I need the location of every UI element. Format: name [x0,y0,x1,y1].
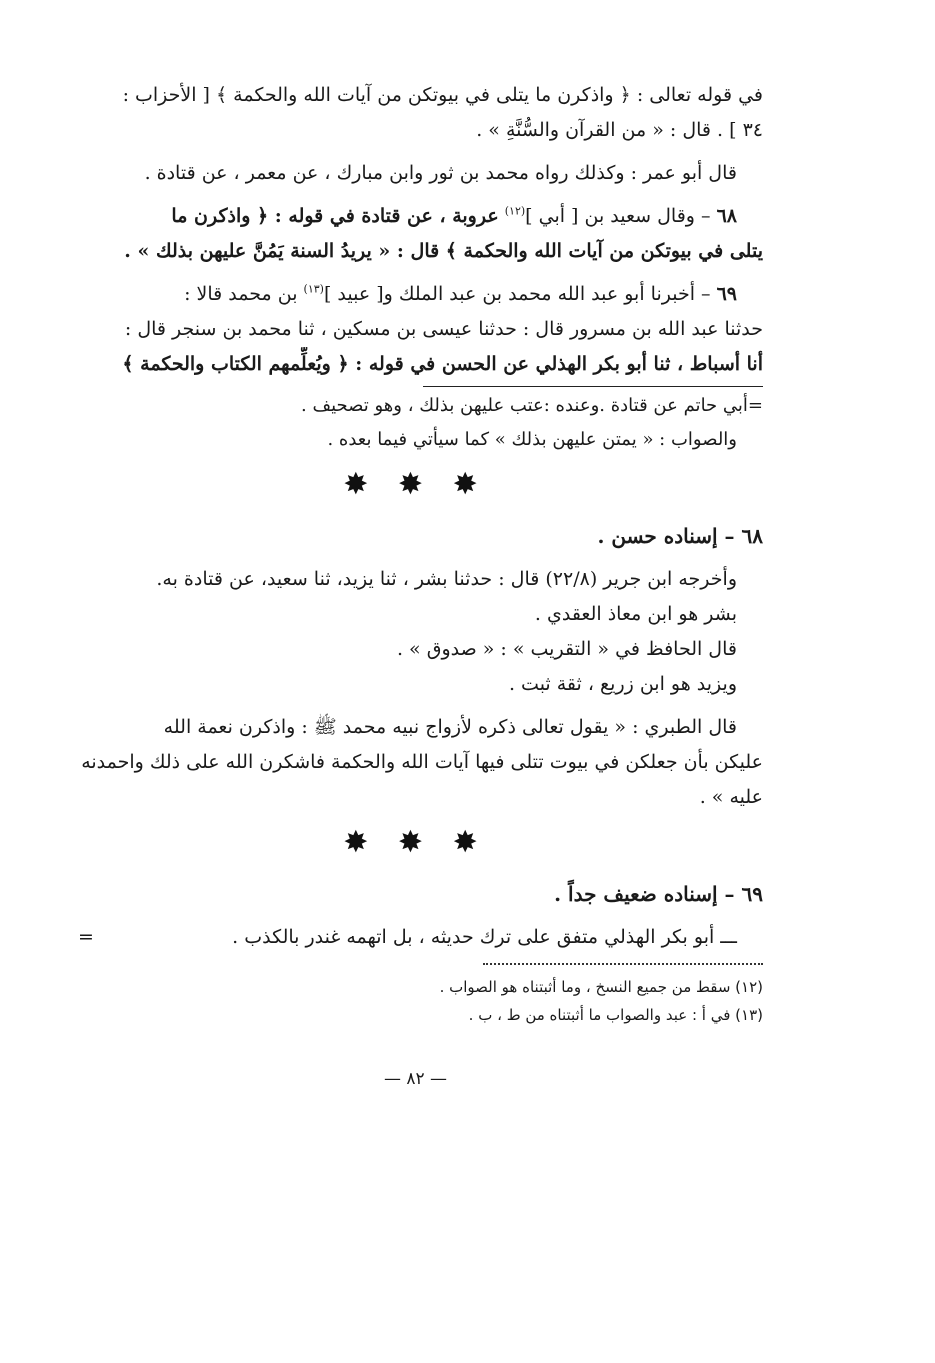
text-span: عليكن بأن جعلكن في بيوت تتلى فيها آيات الله والحكمة فاشكرن الله على ذلك واحمدنه [81,751,763,773]
commentary-line [68,667,763,702]
text-span: قال أبو عمر : وكذلك رواه محمد بن ثور وابن مبارك ، عن معمر ، عن قتادة . [144,162,737,184]
text-span: في قوله تعالى : ﴿ واذكرن ما يتلى في بيوتكن من آيات الله والحكمة ﴾ [ الأحزاب : [122,84,763,106]
text-span: عروبة ، عن قتادة في قوله : ﴿ واذكرن ما [171,205,499,227]
commentary-line [68,920,763,955]
section-separator: ✸ ✸ ✸ [343,825,488,860]
hadith-69-line-1 [68,277,763,312]
text-span: – أخبرنا أبو عبد الله محمد بن عبد الملك و[ عبيد ] [323,283,711,305]
text-span: بن محمد قالا : [184,283,298,305]
commentary-line [68,562,763,597]
footnote-ref: (١٣) [303,282,324,296]
text-span: – وقال سعيد بن [ أبي ] [525,205,711,227]
page-body [68,78,763,1089]
footnote-13: (١٣) في أ : عبد والصواب ما أثبتناه من ط ، ب . [468,1006,763,1024]
hadith-number: ٦٩ [716,283,737,305]
text-span: والصواب : « يمتن عليهن بذلك » كما سيأتي فيما بعده . [327,429,737,450]
text-span: يتلى في بيوتكن من آيات الله والحكمة ﴾ قال : « يريدُ السنة يَمُنَّ عليهن بذلك » . [124,240,763,262]
text-span: حدثنا عبد الله بن مسرور قال : حدثنا عيسى بن مسكين ، ثنا محمد بن سنجر قال : [124,318,763,340]
hadith-68-line-2 [68,234,763,269]
tabari-line [68,710,763,745]
section-separator: ✸ ✸ ✸ [343,467,488,502]
footnote-ref: (١٢) [504,204,526,218]
text-span: وأخرجه ابن جرير (٢٢/٨) قال : حدثنا بشر ، ثنا يزيد، ثنا سعيد، عن قتادة به. [156,568,737,590]
text-span: قال الحافظ في « التقريب » : « صدوق » . [396,638,737,660]
hadith-68-line-1 [68,199,763,234]
hadith-69-line-2 [68,312,763,347]
text-span: =أبي حاتم عن قتادة .وعنده :عتب عليهن بذلك ، وهو تصحيف . [301,395,763,416]
hadith-number: ٦٨ [716,205,737,227]
text-span: ويزيد هو ابن زريع ، ثقة ثبت . [508,673,737,695]
tabari-line [68,780,763,815]
commentary-line [68,597,763,632]
text-span: أنا أسباط ، ثنا أبو بكر الهذلي عن الحسن في قوله : ﴿ ويُعلِّمهم الكتاب والحكمة ﴾ [122,353,763,375]
carry-over-line [68,389,763,423]
text-span: ٣٤ ] . قال : « من القرآن والسُّنَّةِ » . [476,119,763,141]
text-line [68,156,763,191]
text-span: ـــ أبو بكر الهذلي متفق على ترك حديثه ، بل اتهمه غندر بالكذب . [232,926,737,948]
footnote-divider [483,963,763,965]
commentary-line [68,632,763,667]
text-span: قال الطبري : « يقول تعالى ذكره لأزواج نبيه محمد ﷺ : واذكرن نعمة الله [163,716,737,738]
hadith-69-line-3 [68,347,763,382]
text-span: بشر هو ابن معاذ العقدي . [534,603,737,625]
footnote-12: (١٢) سقط من جميع النسخ ، وما أثبتناه هو الصواب . [439,978,763,996]
text-line [68,78,763,113]
footnote-divider [423,386,763,387]
page-number: — ٨٢ — [383,1069,448,1089]
continuation-mark: = [78,926,94,948]
text-span: عليه » . [699,786,763,808]
heading-68: ٦٨ – إسناده حسن . [597,524,763,548]
carry-over-line [68,423,763,457]
heading-69: ٦٩ – إسناده ضعيف جداً . [554,882,763,906]
text-line [68,113,763,148]
tabari-line [68,745,763,780]
